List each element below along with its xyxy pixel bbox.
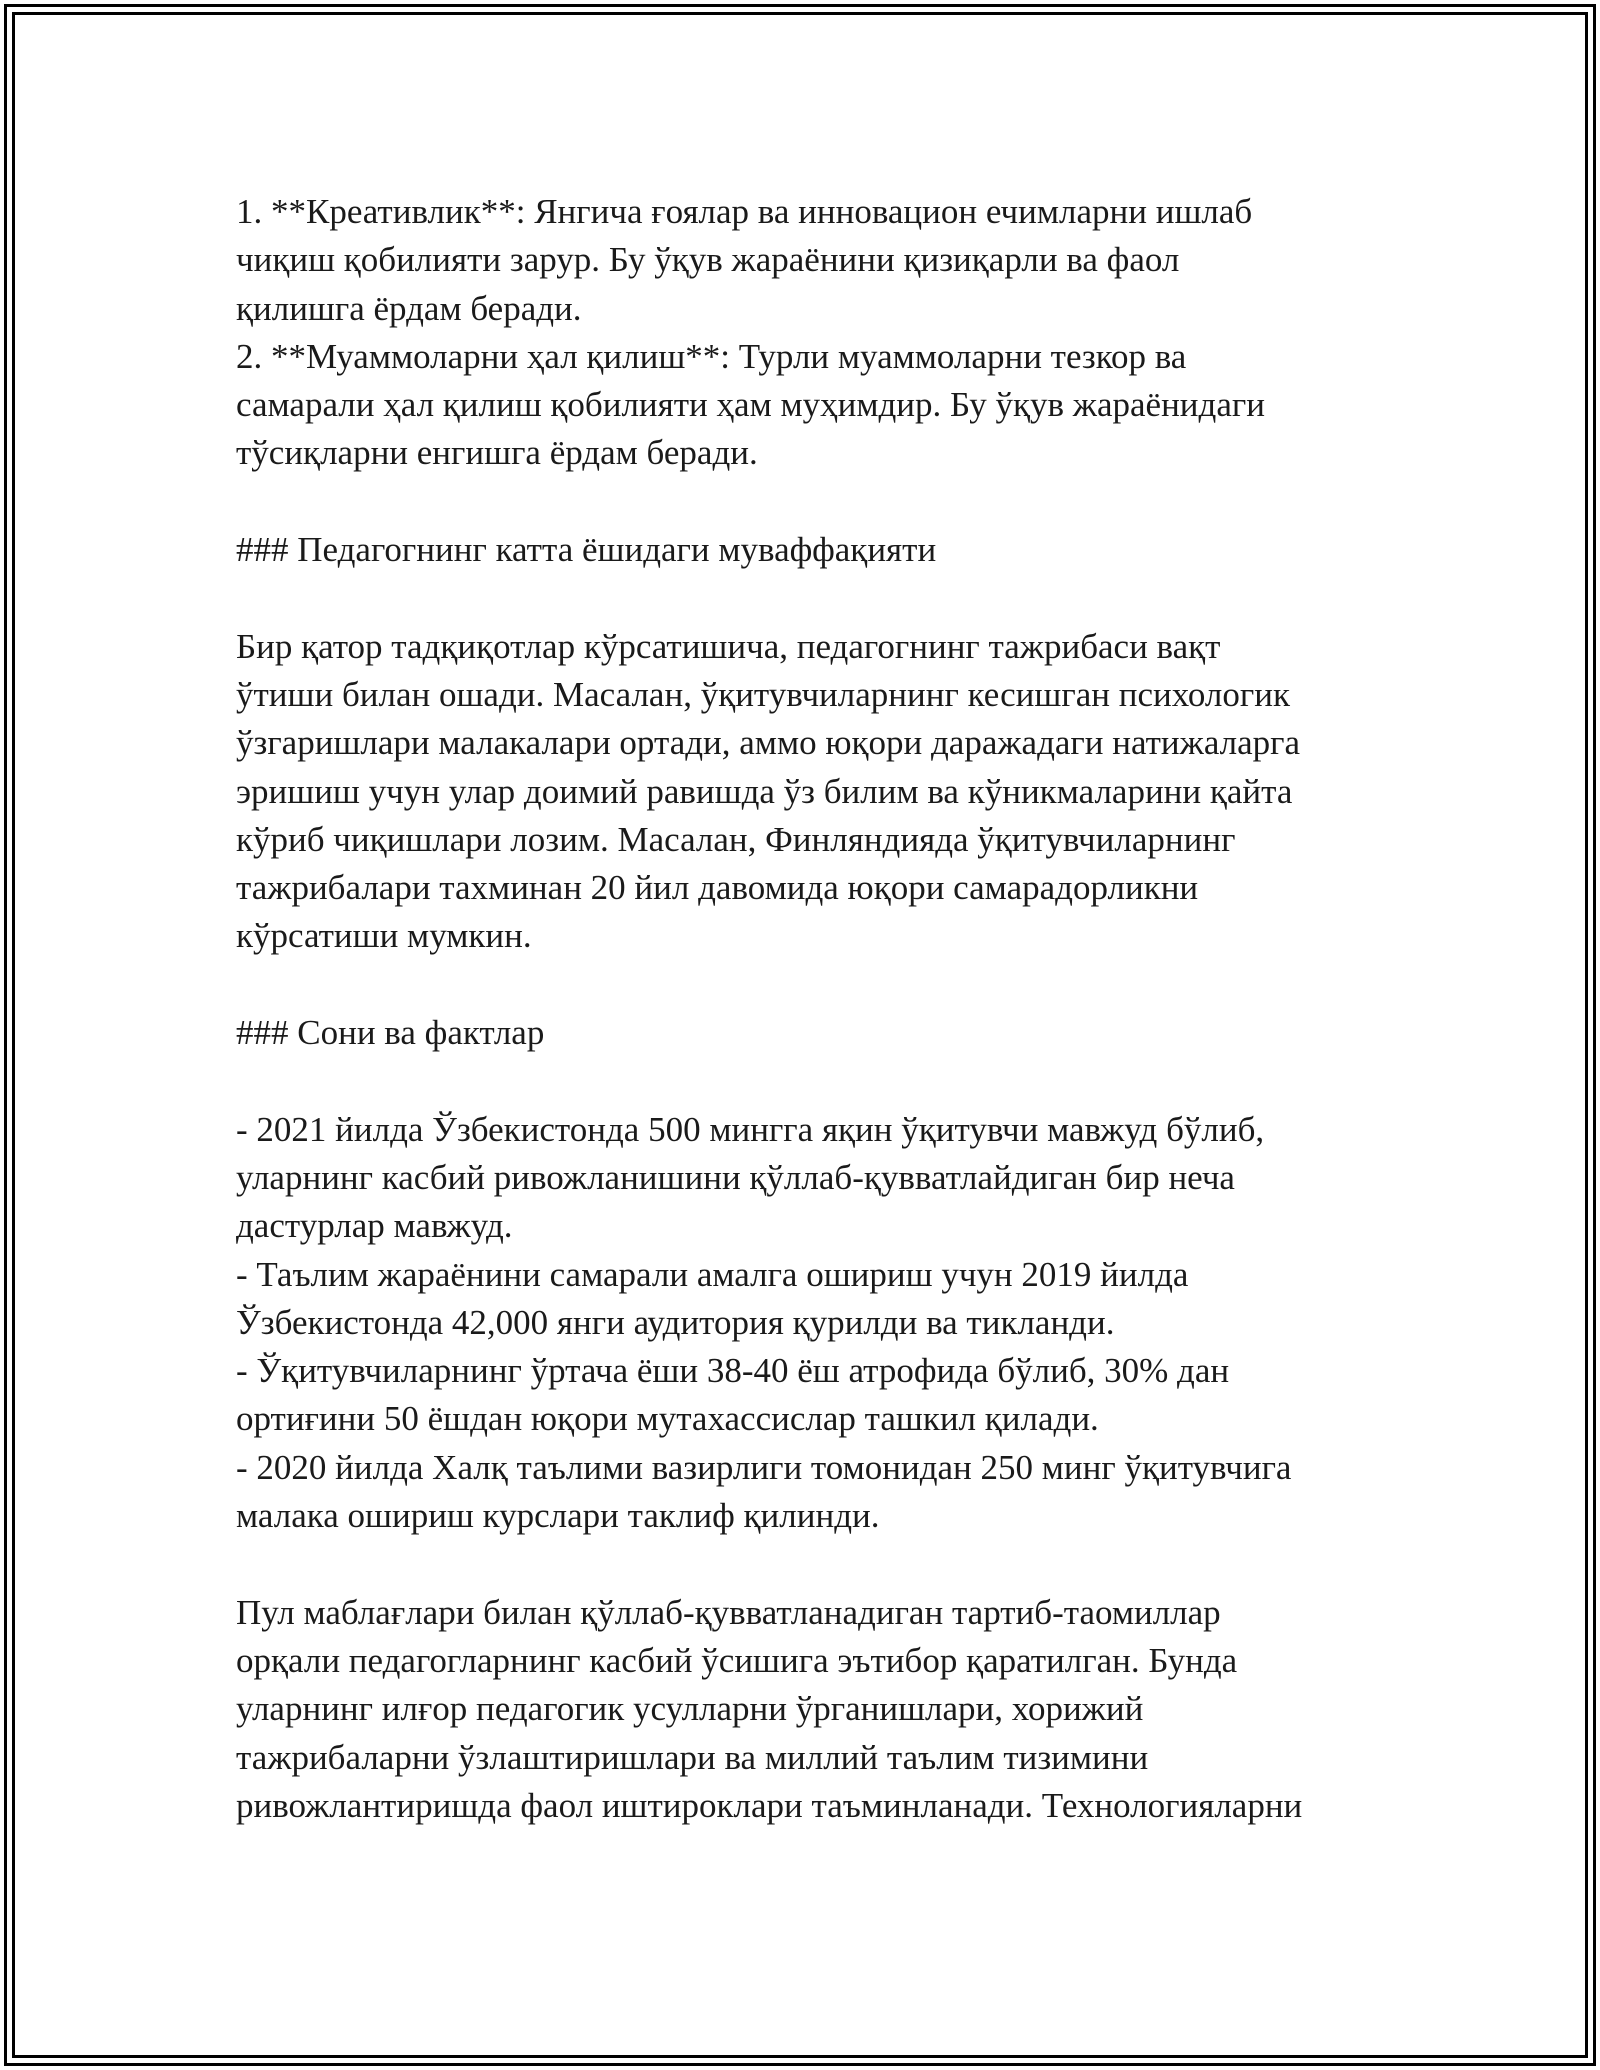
text-line: уларнинг илғор педагогик усулларни ўрганишлари, хорижий — [236, 1689, 1144, 1729]
text-line: ривожлантиришда фаол иштироклари таъминланади. Технологияларни — [236, 1785, 1303, 1825]
text-line: тажрибалари тахминан 20 йил давомида юқори самарадорликни — [236, 868, 1199, 908]
section-heading: ### Педагогнинг катта ёшидаги муваффақияти — [236, 530, 937, 570]
text-line: 2. **Муаммоларни ҳал қилиш**: Турли муаммоларни тезкор ва — [236, 336, 1187, 376]
blank-line — [236, 1540, 1416, 1588]
text-line: тажрибаларни ўзлаштиришлари ва миллий таълим тизимини — [236, 1737, 1149, 1777]
text-line: кўрсатиши мумкин. — [236, 916, 532, 956]
text-line: эришиш учун улар доимий равишда ўз билим ва кўникмаларини қайта — [236, 771, 1293, 811]
blank-line — [236, 1057, 1416, 1105]
blank-line — [236, 478, 1416, 526]
text-line: самарали ҳал қилиш қобилияти ҳам муҳимдир. Бу ўқув жараёнидаги — [236, 385, 1265, 425]
text-line: - 2020 йилда Халқ таълими вазирлиги томонидан 250 минг ўқитувчига — [236, 1447, 1292, 1487]
text-line: уларнинг касбий ривожланишини қўллаб-қувватлайдиган бир неча — [236, 1157, 1235, 1197]
document-body — [236, 188, 1416, 1830]
text-line: қилишга ёрдам беради. — [236, 288, 582, 328]
text-line: ўтиши билан ошади. Масалан, ўқитувчиларнинг кесишган психологик — [236, 674, 1290, 714]
text-line: - Таълим жараёнини самарали амалга ошириш учун 2019 йилда — [236, 1254, 1189, 1294]
blank-line — [236, 574, 1416, 622]
text-line: Ўзбекистонда 42,000 янги аудитория қурилди ва тикланди. — [236, 1302, 1115, 1342]
text-line: ўзгаришлари малакалари ортади, аммо юқори даражадаги натижаларга — [236, 723, 1301, 763]
text-line: - 2021 йилда Ўзбекистонда 500 мингга яқин ўқитувчи мавжуд бўлиб, — [236, 1109, 1265, 1149]
text-line: 1. **Креативлик**: Янгича ғоялар ва инновацион ечимларни ишлаб — [236, 192, 1253, 231]
text-line: тўсиқларни енгишга ёрдам беради. — [236, 433, 758, 473]
text-line: дастурлар мавжуд. — [236, 1206, 513, 1246]
text-line: ортиғини 50 ёшдан юқори мутахассислар ташкил қилади. — [236, 1399, 1099, 1439]
text-line: орқали педагогларнинг касбий ўсишига эътибор қаратилган. Бунда — [236, 1640, 1238, 1680]
blank-line — [236, 961, 1416, 1009]
text-line: Бир қатор тадқиқотлар кўрсатишича, педагогнинг тажрибаси вақт — [236, 626, 1221, 666]
text-line: Пул маблағлари билан қўллаб-қувватланадиган тартиб-таомиллар — [236, 1592, 1221, 1632]
text-line: чиқиш қобилияти зарур. Бу ўқув жараёнини қизиқарли ва фаол — [236, 240, 1180, 280]
section-heading: ### Сони ва фактлар — [236, 1013, 545, 1053]
text-line: - Ўқитувчиларнинг ўртача ёши 38-40 ёш атрофида бўлиб, 30% дан — [236, 1351, 1230, 1391]
text-line: кўриб чиқишлари лозим. Масалан, Финляндияда ўқитувчиларнинг — [236, 819, 1236, 859]
text-line: малака ошириш курслари таклиф қилинди. — [236, 1496, 880, 1536]
